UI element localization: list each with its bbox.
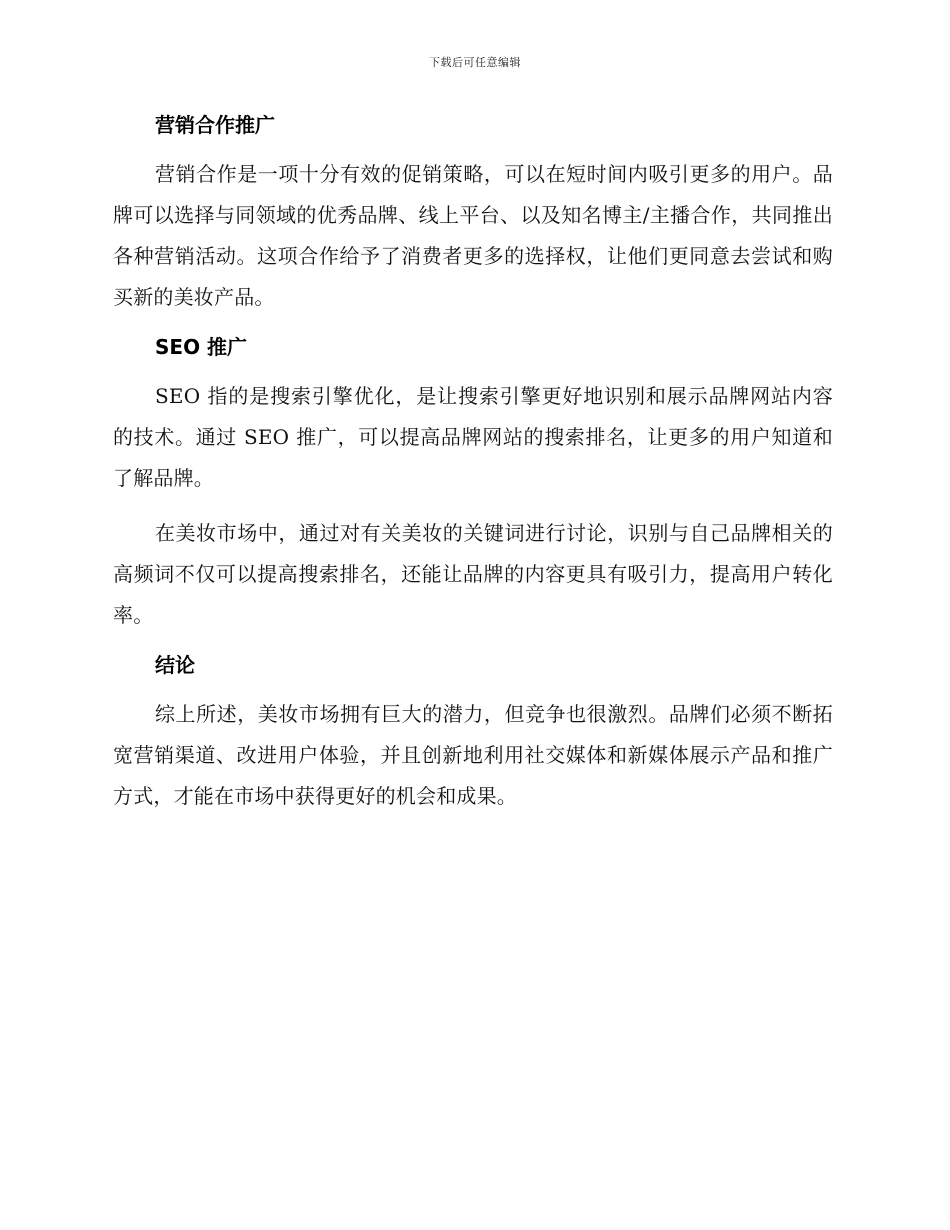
section-heading-marketing-cooperation: 营销合作推广 [155, 113, 275, 137]
document-body [113, 110, 833, 831]
paragraph-marketing-cooperation: 营销合作是一项十分有效的促销策略，可以在短时间内吸引更多的用户。品牌可以选择与同领域的优秀品牌、线上平台、以及知名博主/主播合作，共同推出各种营销活动。这项合作给予了消费者更多的选择权，让他们更同意去尝试和购买新的美妆产品。 [113, 162, 833, 309]
paragraph-seo-definition: SEO 指的是搜索引擎优化，是让搜索引擎更好地识别和展示品牌网站内容的技术。通过 SEO 推广，可以提高品牌网站的搜索排名，让更多的用户知道和了解品牌。 [113, 384, 833, 490]
paragraph-seo-keywords: 在美妆市场中，通过对有关美妆的关键词进行讨论，识别与自己品牌相关的高频词不仅可以提高搜索排名，还能让品牌的内容更具有吸引力，提高用户转化率。 [113, 521, 833, 627]
paragraph-conclusion: 综上所述，美妆市场拥有巨大的潜力，但竞争也很激烈。品牌们必须不断拓宽营销渠道、改进用户体验，并且创新地利用社交媒体和新媒体展示产品和推广方式，才能在市场中获得更好的机会和成果。 [113, 702, 833, 808]
section-heading-seo: SEO 推广 [155, 335, 248, 359]
section-heading-conclusion: 结论 [155, 653, 195, 677]
header-note: 下载后可任意编辑 [429, 56, 521, 69]
